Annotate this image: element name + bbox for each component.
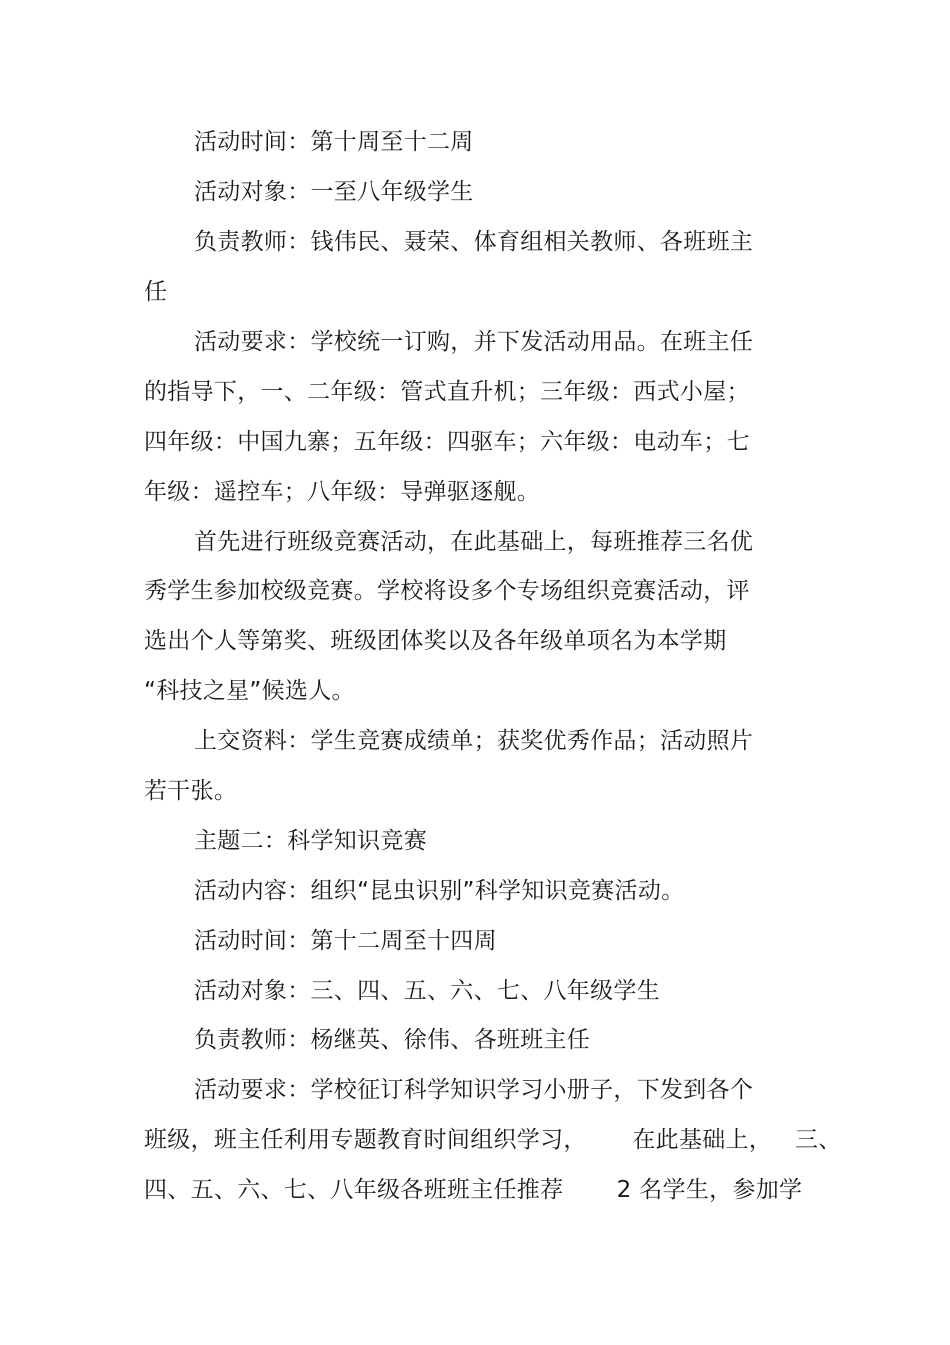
- section-heading: 主题二：科学知识竞赛: [194, 828, 427, 854]
- text-line: 活动要求：学校征订科学知识学习小册子，下发到各个: [194, 1077, 754, 1103]
- text-line: 负责教师：杨继英、徐伟、各班班主任: [194, 1027, 591, 1053]
- text-line: 年级：遥控车；八年级：导弹驱逐舰。: [144, 479, 541, 505]
- text-line: 上交资料：学生竞赛成绩单；获奖优秀作品；活动照片: [194, 728, 754, 754]
- text-line: 秀学生参加校级竞赛。学校将设多个专场组织竞赛活动，评: [144, 578, 750, 604]
- text-line: 选出个人等第奖、班级团体奖以及各年级单项名为本学期: [144, 628, 727, 654]
- text-line: 活动时间：第十二周至十四周: [194, 928, 497, 954]
- text-line: 活动要求：学校统一订购，并下发活动用品。在班主任: [194, 329, 754, 355]
- text-line: 四、五、六、七、八年级各班班主任推荐 2 名学生，参加学: [144, 1177, 803, 1203]
- text-line: 任: [144, 279, 168, 305]
- text-line: 若干张。: [144, 778, 238, 804]
- text-line: 活动对象：三、四、五、六、七、八年级学生: [194, 978, 660, 1004]
- text-line: 负责教师：钱伟民、聂荣、体育组相关教师、各班班主: [194, 229, 754, 255]
- text-line: 首先进行班级竞赛活动，在此基础上，每班推荐三名优: [194, 529, 754, 555]
- text-line: “科技之星”候选人。: [144, 678, 355, 704]
- text-line: 四年级：中国九寨；五年级：四驱车；六年级：电动车；七: [144, 429, 750, 455]
- text-line: 班级，班主任利用专题教育时间组织学习， 在此基础上， 三、: [144, 1127, 842, 1153]
- text-line: 活动内容：组织“昆虫识别”科学知识竞赛活动。: [194, 878, 685, 904]
- text-line: 活动时间：第十周至十二周: [194, 129, 474, 155]
- text-line: 的指导下，一、二年级：管式直升机；三年级：西式小屋；: [144, 379, 750, 405]
- text-line: 活动对象：一至八年级学生: [194, 179, 474, 205]
